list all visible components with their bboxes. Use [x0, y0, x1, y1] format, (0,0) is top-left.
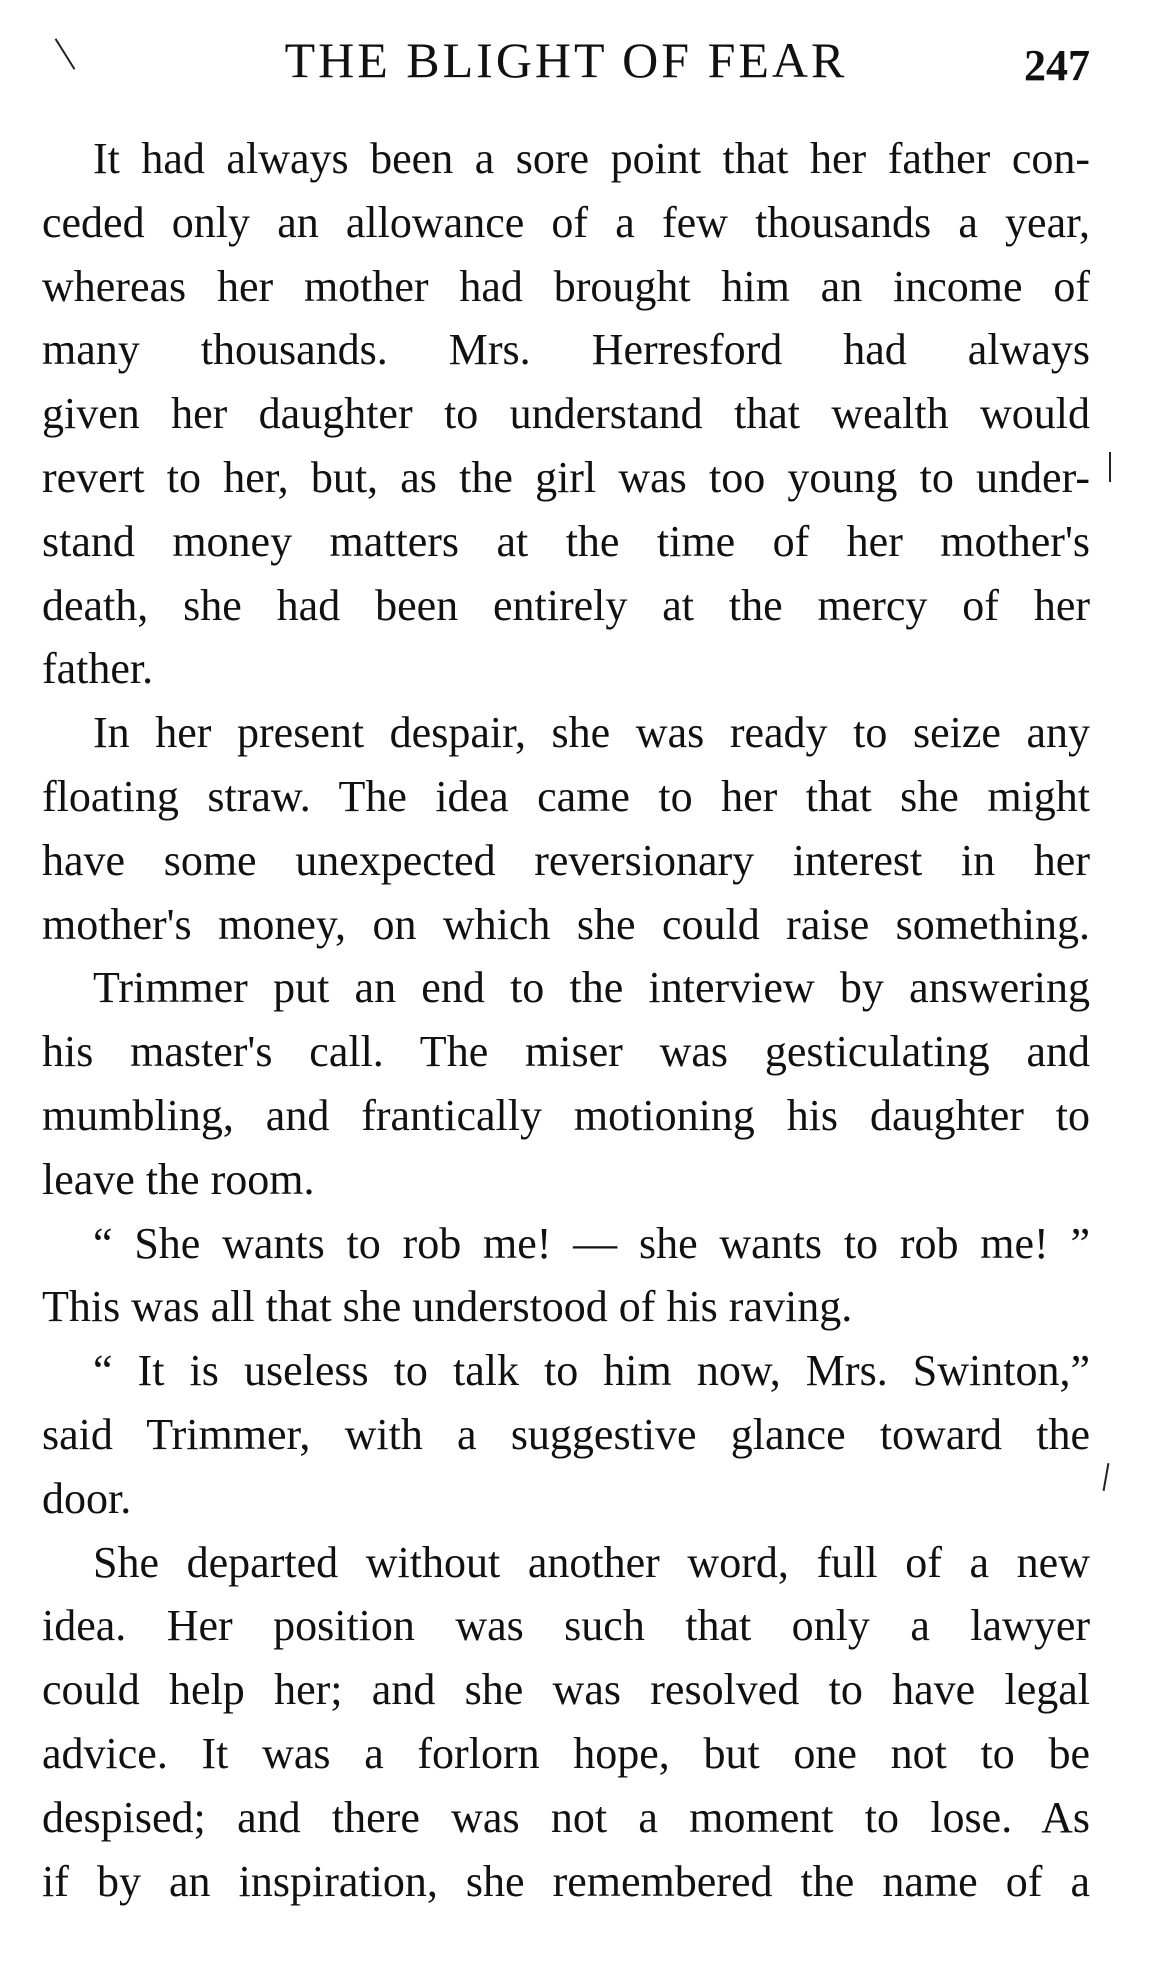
text-line: idea. Her position was such that only a lawyer: [42, 1601, 1090, 1651]
text-line: if by an inspiration, she remembered the name of a: [42, 1856, 1090, 1906]
text-line: stand money matters at the time of her mother's: [42, 516, 1090, 566]
text-line: Trimmer put an end to the interview by answering: [93, 963, 1090, 1013]
text-line: despised; and there was not a moment to lose. As: [42, 1792, 1090, 1842]
text-line: father.: [42, 644, 154, 694]
text-line: many thousands. Mrs. Herresford had always: [42, 325, 1090, 375]
margin-mark: [1109, 452, 1111, 482]
text-line: floating straw. The idea came to her that she might: [42, 771, 1090, 821]
text-line: whereas her mother had brought him an income of: [42, 261, 1090, 311]
text-line: “ She wants to rob me! — she wants to rob me! ”: [93, 1218, 1090, 1268]
text-line: have some unexpected reversionary interest in her: [42, 835, 1090, 885]
body-text: [42, 127, 1090, 1913]
text-line: advice. It was a forlorn hope, but one not to be: [42, 1728, 1090, 1778]
text-line: death, she had been entirely at the mercy of her: [42, 580, 1090, 630]
text-line: “ It is useless to talk to him now, Mrs. Swinton,”: [93, 1346, 1090, 1396]
text-line: revert to her, but, as the girl was too young to under-: [42, 452, 1090, 502]
text-line: mumbling, and frantically motioning his daughter to: [42, 1090, 1090, 1140]
running-title: THE BLIGHT OF FEAR: [284, 32, 848, 88]
text-line: It had always been a sore point that her father con-: [93, 134, 1090, 183]
text-line: said Trimmer, with a suggestive glance toward the: [42, 1409, 1090, 1459]
text-line: leave the room.: [42, 1154, 315, 1204]
text-line: This was all that she understood of his raving.: [42, 1282, 853, 1332]
text-line: could help her; and she was resolved to have legal: [42, 1665, 1090, 1715]
text-line: door.: [42, 1473, 132, 1523]
margin-mark: [1103, 1463, 1110, 1491]
text-line: mother's money, on which she could raise something.: [42, 899, 1090, 949]
text-line: She departed without another word, full of a new: [93, 1537, 1090, 1587]
text-line: his master's call. The miser was gesticulating and: [42, 1027, 1090, 1077]
page-number: 247: [1024, 41, 1090, 90]
text-line: given her daughter to understand that wealth would: [42, 389, 1090, 439]
text-line: In her present despair, she was ready to seize any: [93, 708, 1090, 758]
page-header: [42, 32, 1090, 102]
text-line: ceded only an allowance of a few thousands a year,: [42, 197, 1090, 247]
